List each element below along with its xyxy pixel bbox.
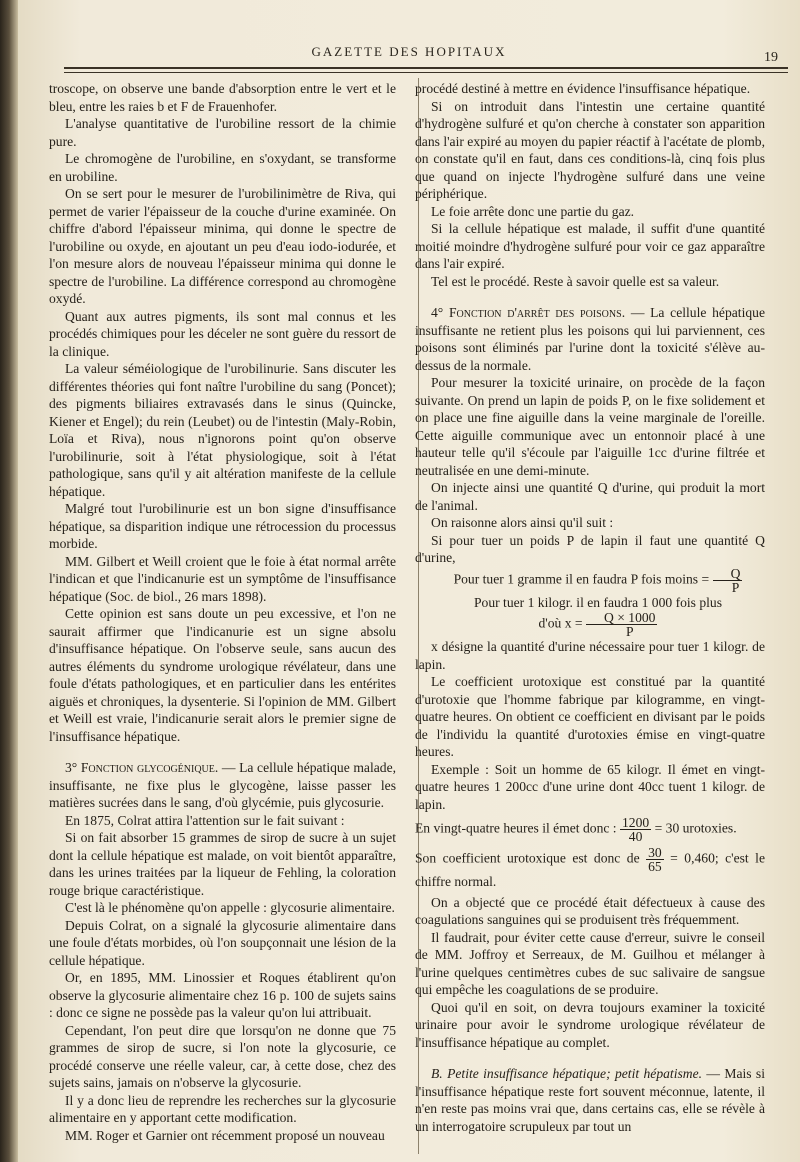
section-b-paragraph xyxy=(415,1065,765,1135)
book-spine xyxy=(0,0,18,1162)
running-header: GAZETTE DES HOPITAUX xyxy=(311,44,507,59)
formula-text: Pour tuer 1 gramme il en faudra P fois moins = xyxy=(453,571,710,587)
numerator: 30 xyxy=(648,845,662,860)
paragraph: En 1875, Colrat attira l'attention sur le fait suivant : xyxy=(65,812,345,828)
paragraph: Le coefficient urotoxique est constitué par la quantité d'urotoxie que l'homme fabrique par kilogramme, en vingt-quatre heures. On obtient ce coefficient en divisant par le poids de l'individu la quantité d'urotoxies émise en vingt-quatre heures. xyxy=(415,674,765,759)
right-column xyxy=(415,80,765,1135)
paragraph: On se sert pour le mesurer de l'urobilinimètre de Riva, qui permet de varier l'épaisseur de la couche d'urine examinée. On chiffre d'abord l'épaisseur minima, qui donne le spectre de l'urobiline ou oxyde, en ajoutant un peu d'eau iodo-iodurée, et l'on mesure alors de nouveau l'épaisseur minima qui donne le spectre de l'urobiline. La différence correspond au chromogène oxydé. xyxy=(49,186,396,306)
formula-line xyxy=(415,846,765,891)
formula-result: = 30 urotoxies. xyxy=(654,820,737,836)
paragraph: Pour mesurer la toxicité urinaire, on procède de la façon suivante. On prend un lapin de poids P, on le fixe solidement et on place une fine aiguille dans la veine marginale de l'oreille. Cette aiguille communique avec un entonnoir placé à une hauteur telle qu'il s'écoule par l'aiguille 1cc d'urine filtrée et neutralisée en une demi-minute. xyxy=(415,375,765,478)
section-text: — La cellule hépatique insuffisante ne retient plus les poisons qui lui parviennent, ces poisons sont éliminés par l'urine dont la toxicité s'élève au-dessus de la normale. xyxy=(415,305,765,373)
paragraph: Quant aux autres pigments, ils sont mal connus et les procédés chimiques pour les déceler ne sont guère du ressort de la clinique. xyxy=(49,308,396,359)
paragraph: Si pour tuer un poids P de lapin il faut une quantité Q d'urine, xyxy=(415,532,765,565)
paragraph: Cependant, l'on peut dire que lorsqu'on ne donne que 75 grammes de sirop de sucre, si l'on note la glycosurie, ce procédé conserve une réelle valeur, car, à cette dose, chez des sujets sains, jamais on n'observe la glycosurie. xyxy=(49,1022,396,1090)
denominator: P xyxy=(731,579,740,595)
formula-line xyxy=(415,816,765,843)
paragraph: L'analyse quantitative de l'urobiline ressort de la chimie pure. xyxy=(49,116,396,149)
left-column xyxy=(49,80,396,1144)
paragraph: Le chromogène de l'urobiline, en s'oxydant, se transforme en urobiline. xyxy=(49,151,396,184)
paragraph: MM. Roger et Garnier ont récemment proposé un nouveau xyxy=(65,1127,385,1143)
paragraph: Si on introduit dans l'intestin une certaine quantité d'hydrogène sulfuré et qu'on cherche à constater son apparition dans l'air expiré au moyen du papier réactif à l'acétate de plomb, on constate qu'il en faut, dans ces conditions-là, cinq fois plus que quand on injecte l'hydrogène sulfuré dans une veine périphérique. xyxy=(415,98,765,201)
paragraph: On injecte ainsi une quantité Q d'urine, qui produit la mort de l'animal. xyxy=(415,480,765,513)
denominator: 40 xyxy=(628,829,643,844)
section-heading: 4° Fonction d'arrêt des poisons. xyxy=(431,305,626,320)
paragraph: Il faudrait, pour éviter cette cause d'erreur, suivre le conseil de MM. Joffroy et Serreaux, de M. Guilhou et mélanger à l'urine quelques centimètres cubes de suc salivaire de sangsue qui empêche les coagulations de se produire. xyxy=(415,929,765,997)
paragraph: Malgré tout l'urobilinurie est un bon signe d'insuffisance hépatique, sa disparition indique une rétrocession du processus morbide. xyxy=(49,501,396,551)
header-rule-thin xyxy=(64,72,788,73)
formula-line: Pour tuer 1 kilogr. il en faudra 1 000 fois plus xyxy=(473,594,723,610)
numerator: Q xyxy=(713,567,743,581)
paragraph: Le foie arrête donc une partie du gaz. xyxy=(431,203,635,219)
paragraph: On raisonne alors ainsi qu'il suit : xyxy=(431,515,614,530)
fraction xyxy=(620,816,651,843)
section-heading: B. Petite insuffisance hépatique; petit hépatisme. xyxy=(431,1066,703,1081)
paragraph: Cette opinion est sans doute un peu excessive, et l'on ne saurait affirmer que l'indicanurie est un signe absolu d'insuffisance hépatique. On l'observe seule, sans aucun des autres éléments du syndrome urologique révélateur, dans une foule d'états pathologiques, et en particulier dans les entérites aiguës et chroniques, la dysenterie. Si l'opinion de MM. Gilbert et Weill est vraie, l'indicanurie serait alors le premier signe de l'insuffisance hépatique. xyxy=(49,606,396,744)
paragraph: La valeur séméiologique de l'urobilinurie. Sans discuter les différentes théories qui font naître l'urobiline du sang (Poncet); des pigments biliaires extravasés dans le sinus (Quincke, Kiener et Engel); du rein (Leubet) ou de l'intestin (Maly-Robin, Loïa et Riva), nous n'ignorons point qu'on observe l'urobilinurie, soit à l'état physiologique, soit à l'état pathologique, sans qu'il y ait altération manifeste de la cellule hépatique. xyxy=(49,361,396,499)
paragraph: Depuis Colrat, on a signalé la glycosurie alimentaire dans une foule d'états morbides, où l'on soupçonnait une lésion de la cellule hépatique. xyxy=(49,917,396,968)
formula-text: Son coefficient urotoxique est donc de xyxy=(415,850,640,866)
page xyxy=(18,0,800,1162)
paragraph: Tel est le procédé. Reste à savoir quelle est sa valeur. xyxy=(431,273,720,289)
formula-line xyxy=(415,567,765,594)
section-text: — Mais si l'insuffisance hépatique reste fort souvent méconnue, latente, il n'en reste pas moins vrai que, dans certains cas, elle se révèle à un interrogatoire scrupuleux par tout un xyxy=(415,1066,765,1134)
section-heading: 3° Fonction glycogénique. xyxy=(65,760,219,775)
page-number: 19 xyxy=(764,50,778,65)
section-text: — La cellule hépatique malade, insuffisante, ne fixe plus le glycogène, laisse passer les matières sucrées dans le sang, d'où glycémie, puis glycosurie. xyxy=(49,760,396,810)
denominator: P xyxy=(625,624,634,639)
numerator: 1200 xyxy=(621,815,650,830)
header-rule xyxy=(64,67,788,69)
formula-text: En vingt-quatre heures il émet donc : xyxy=(415,820,617,836)
paragraph: Exemple : Soit un homme de 65 kilogr. Il émet en vingt-quatre heures 1 200cc d'une urine dont 40cc tuent 1 kilogr. de lapin. xyxy=(415,761,765,812)
formula-result: = 0,460; c'est le chiffre normal. xyxy=(415,850,765,889)
paragraph: Il y a donc lieu de reprendre les recherches sur la glycosurie alimentaire en y apportant cette modification. xyxy=(49,1092,396,1125)
fraction xyxy=(646,846,664,873)
paragraph: x désigne la quantité d'urine nécessaire pour tuer 1 kilogr. de lapin. xyxy=(415,639,765,672)
paragraph: On a objecté que ce procédé était défectueux à cause des coagulations sanguines qui se produisent très fréquemment. xyxy=(415,894,765,927)
paragraph: troscope, on observe une bande d'absorption entre le vert et le bleu, entre les raies b et F de Frauenhofer. xyxy=(49,81,396,114)
formula-line xyxy=(415,611,765,638)
fraction xyxy=(713,567,743,594)
paragraph: C'est là le phénomène qu'on appelle : glycosurie alimentaire. xyxy=(65,900,395,915)
formula-text: d'où x = xyxy=(538,615,583,631)
paragraph: Si on fait absorber 15 grammes de sirop de sucre à un sujet dont la cellule hépatique est malade, on voit bientôt apparaître, dans les urines traitées par la liqueur de Fehling, la coloration rouge brique caractéristique. xyxy=(49,830,396,898)
numerator: Q × 1000 xyxy=(586,611,657,625)
paragraph: Or, en 1895, MM. Linossier et Roques établirent qu'on observe la glycosurie alimentaire chez 16 p. 100 de sujets sains : donc ce signe ne possède pas la valeur qu'on lui attribuait. xyxy=(49,970,396,1020)
section-4-paragraph xyxy=(415,304,765,374)
fraction xyxy=(586,611,657,638)
section-3-paragraph xyxy=(49,759,396,812)
paragraph: Quoi qu'il en soit, on devra toujours examiner la toxicité urinaire pour avoir le syndrome urologique révélateur de l'insuffisance hépatique au complet. xyxy=(415,999,765,1050)
paragraph: Si la cellule hépatique est malade, il suffit d'une quantité moitié moindre d'hydrogène sulfuré pour voir ce gaz apparaître dans l'air expiré. xyxy=(415,221,765,271)
paragraph: MM. Gilbert et Weill croient que le foie à état normal arrête l'indican et que l'indicanurie est un symptôme de l'insuffisance hépatique (Soc. de biol., 26 mars 1898). xyxy=(49,553,396,604)
paragraph: procédé destiné à mettre en évidence l'insuffisance hépatique. xyxy=(415,81,751,96)
denominator: 65 xyxy=(648,859,662,874)
